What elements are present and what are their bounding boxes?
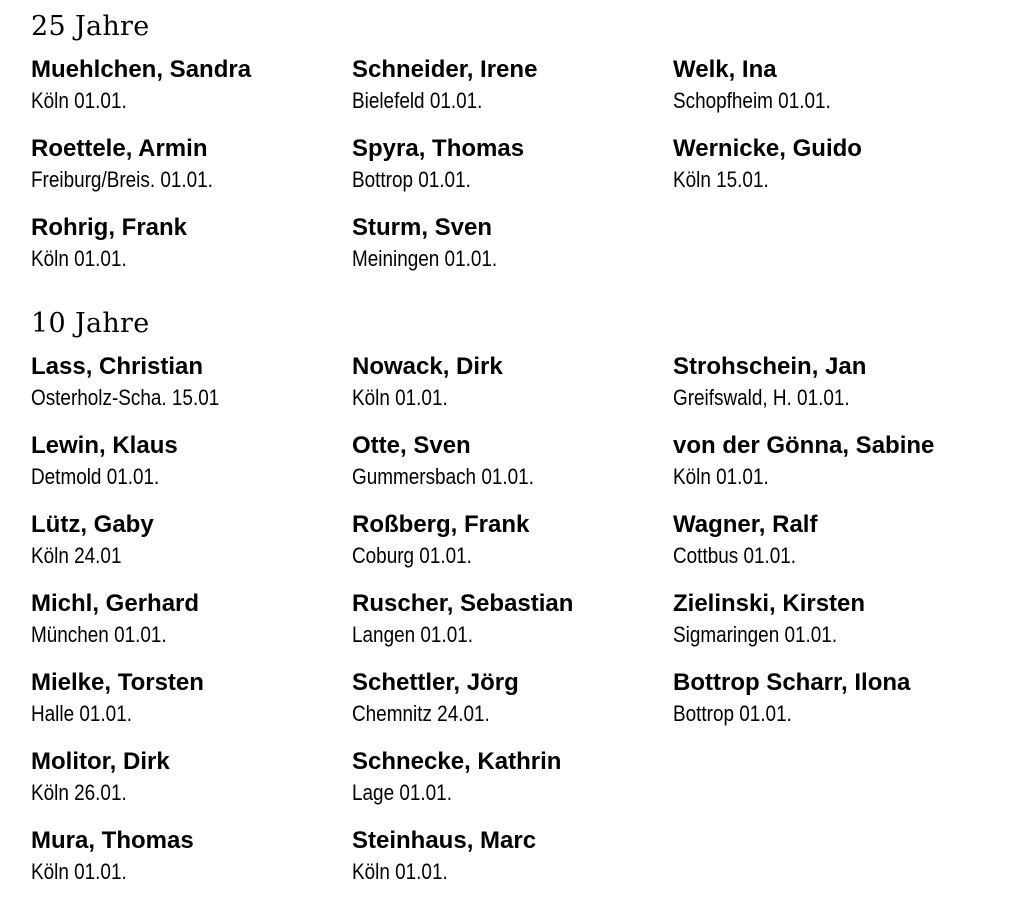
person-name: Muehlchen, Sandra: [31, 56, 252, 83]
list-item: [31, 213, 352, 292]
list-item: [352, 352, 673, 431]
list-item: [31, 431, 352, 510]
list-item: [31, 668, 352, 747]
section-grid-25-jahre: [31, 55, 994, 292]
person-location-date: Schopfheim 01.01.: [673, 88, 831, 113]
person-name: Welk, Ina: [673, 56, 777, 83]
person-location-date: Langen 01.01.: [352, 622, 474, 647]
person-location-date: Köln 15.01.: [673, 167, 769, 192]
person-location-date: Köln 01.01.: [352, 859, 448, 884]
section-title-10-jahre: 10 Jahre: [31, 308, 150, 339]
person-location-date: Bottrop 01.01.: [352, 167, 471, 192]
person-location-date: Köln 24.01: [31, 543, 122, 568]
list-item: [31, 134, 352, 213]
person-location-date: Chemnitz 24.01.: [352, 701, 490, 726]
list-item: [673, 668, 994, 747]
person-location-date: Lage 01.01.: [352, 780, 452, 805]
person-location-date: Coburg 01.01.: [352, 543, 472, 568]
list-item: [673, 431, 994, 510]
list-item: [673, 134, 994, 213]
list-item: [673, 55, 994, 134]
person-location-date: Köln 01.01.: [352, 385, 448, 410]
person-location-date: Köln 01.01.: [31, 88, 127, 113]
section-grid-10-jahre: [31, 352, 994, 905]
list-item: [352, 510, 673, 589]
person-location-date: Greifswald, H. 01.01.: [673, 385, 850, 410]
person-name: von der Gönna, Sabine: [673, 432, 935, 459]
person-name: Zielinski, Kirsten: [673, 590, 866, 617]
list-item: [352, 55, 673, 134]
person-location-date: Köln 01.01.: [31, 859, 127, 884]
list-item: [352, 826, 673, 905]
person-name: Sturm, Sven: [352, 214, 493, 241]
list-item: [352, 747, 673, 826]
person-name: Michl, Gerhard: [31, 590, 200, 617]
person-location-date: Osterholz-Scha. 15.01: [31, 385, 220, 410]
person-location-date: Köln 01.01.: [31, 246, 127, 271]
person-name: Mura, Thomas: [31, 827, 194, 854]
person-name: Schettler, Jörg: [352, 669, 519, 696]
person-name: Spyra, Thomas: [352, 135, 525, 162]
person-name: Mielke, Torsten: [31, 669, 204, 696]
list-item: [31, 747, 352, 826]
person-location-date: Detmold 01.01.: [31, 464, 160, 489]
person-name: Schneider, Irene: [352, 56, 538, 83]
list-item: [352, 668, 673, 747]
person-name: Lewin, Klaus: [31, 432, 178, 459]
list-item: [673, 589, 994, 668]
person-location-date: München 01.01.: [31, 622, 167, 647]
list-item: [31, 55, 352, 134]
list-item: [352, 589, 673, 668]
list-item: [31, 352, 352, 431]
person-name: Steinhaus, Marc: [352, 827, 537, 854]
person-name: Otte, Sven: [352, 432, 471, 459]
person-location-date: Köln 01.01.: [673, 464, 769, 489]
person-location-date: Sigmaringen 01.01.: [673, 622, 838, 647]
person-name: Wernicke, Guido: [673, 135, 862, 162]
person-name: Nowack, Dirk: [352, 353, 503, 380]
person-location-date: Bottrop 01.01.: [673, 701, 792, 726]
list-item: [673, 352, 994, 431]
person-location-date: Freiburg/Breis. 01.01.: [31, 167, 213, 192]
person-name: Rohrig, Frank: [31, 214, 188, 241]
person-name: Strohschein, Jan: [673, 353, 867, 380]
person-location-date: Köln 26.01.: [31, 780, 127, 805]
person-name: Ruscher, Sebastian: [352, 590, 574, 617]
person-name: Schnecke, Kathrin: [352, 748, 562, 775]
list-item: [31, 589, 352, 668]
person-location-date: Bielefeld 01.01.: [352, 88, 483, 113]
list-item: [31, 510, 352, 589]
section-title-25-jahre: 25 Jahre: [31, 11, 150, 42]
person-name: Molitor, Dirk: [31, 748, 170, 775]
person-location-date: Meiningen 01.01.: [352, 246, 498, 271]
list-item: [673, 510, 994, 589]
person-location-date: Gummersbach 01.01.: [352, 464, 534, 489]
person-name: Lütz, Gaby: [31, 511, 154, 538]
person-name: Roßberg, Frank: [352, 511, 530, 538]
list-item: [352, 134, 673, 213]
person-name: Roettele, Armin: [31, 135, 208, 162]
person-name: Bottrop Scharr, Ilona: [673, 669, 911, 696]
person-name: Lass, Christian: [31, 353, 204, 380]
person-location-date: Cottbus 01.01.: [673, 543, 797, 568]
person-location-date: Halle 01.01.: [31, 701, 132, 726]
list-item: [352, 213, 673, 292]
person-name: Wagner, Ralf: [673, 511, 818, 538]
list-item: [352, 431, 673, 510]
list-item: [31, 826, 352, 905]
